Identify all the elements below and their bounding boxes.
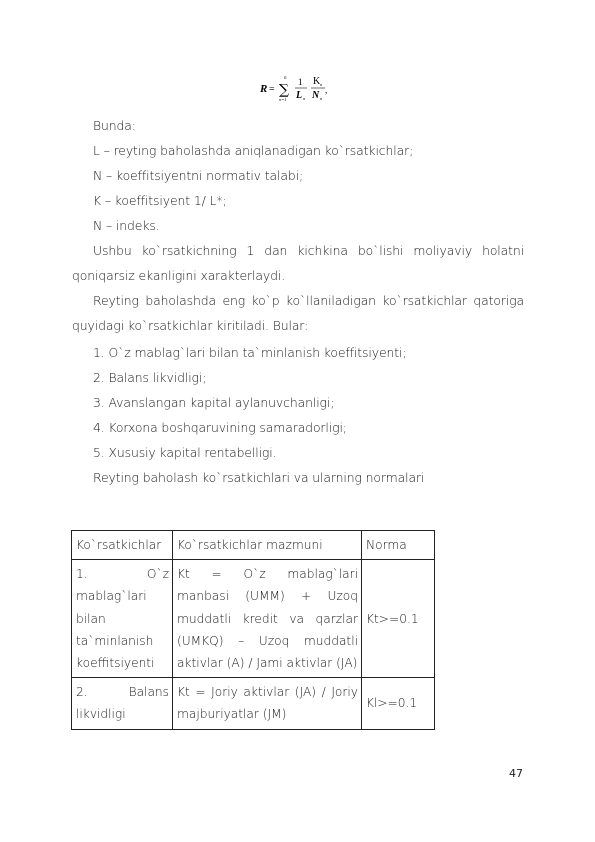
paragraph-2-line-1: Reyting baholashda eng ko`p ko`llaniladigan ko`rsatkichlar qatoriga: [93, 293, 524, 308]
definition-n-index: N – indeks.: [93, 218, 160, 233]
table-intro: Reyting baholash ko`rsatkichlari va ularning normalari: [93, 470, 425, 485]
paragraph-1-line-2: qoniqarsiz ekanligini xarakterlaydi.: [72, 268, 286, 283]
table-row: [72, 678, 435, 729]
row-2-content: Kt = Joriy aktivlar (JA) / Joriy majburiyatlar (JM): [173, 678, 362, 729]
definition-k: K – koeffitsiyent 1/ L*;: [93, 193, 227, 208]
row-1-norm: Kt>=0.1: [362, 560, 435, 678]
row-2-norm: Kl>=0.1: [362, 678, 435, 729]
formula-den2: N: [312, 90, 320, 101]
paragraph-1-line-1: Ushbu ko`rsatkichning 1 dan kichkina bo`lishi moliyaviy holatni: [93, 243, 524, 258]
row-1-content: Kt = O`z mablag`lari manbasi (UMM) + Uzoq muddatli kredit va qarzlar (UMKQ) – Uzoq muddatli aktivlar (A) / Jami aktivlar (JA): [173, 560, 362, 678]
formula-den2-sub: n: [320, 96, 323, 101]
formula-sum-top: n: [284, 76, 287, 81]
paragraph-2-line-2: quyidagi ko`rsatkichlar kiritiladi. Bular:: [72, 318, 309, 333]
formula-num2-sub: n: [320, 82, 323, 87]
header-cell-norm: Norma: [362, 531, 435, 560]
formula-lhs: R: [260, 83, 268, 95]
definition-l: L – reyting baholashda aniqlanadigan ko`rsatkichlar;: [93, 143, 414, 158]
ratings-table: [71, 530, 435, 730]
definition-n-normative: N – koeffitsiyentni normativ talabi;: [93, 168, 304, 183]
formula-num2: K: [313, 76, 321, 87]
row-1-name: 1. O`z mablag`lari bilan ta`minlanish koeffitsiyenti: [72, 560, 173, 678]
list-item-1: 1. O`z mablag`lari bilan ta`minlanish koeffitsiyenti;: [93, 345, 407, 360]
formula-den1-sub: n: [303, 96, 306, 101]
rating-formula: [258, 70, 338, 110]
formula-graphic: [258, 70, 338, 110]
list-item-4: 4. Korxona boshqaruvining samaradorligi;: [93, 420, 347, 435]
formula-den1: L: [296, 90, 303, 101]
sigma-icon: ∑: [279, 82, 289, 98]
table-row: [72, 560, 435, 678]
bunda-label: Bunda:: [93, 118, 136, 133]
list-item-2: 2. Balans likvidligi;: [93, 370, 207, 385]
page-number: 47: [509, 767, 523, 780]
header-cell-content: Ko`rsatkichlar mazmuni: [173, 531, 362, 560]
formula-equals: =: [269, 84, 275, 95]
header-cell-indicator: Ko`rsatkichlar: [72, 531, 173, 560]
list-item-3: 3. Avanslangan kapital aylanuvchanligi;: [93, 395, 335, 410]
list-item-5: 5. Xususiy kapital rentabelligi.: [93, 445, 277, 460]
formula-sum-bottom: n=1: [279, 97, 287, 102]
table-header-row: [72, 531, 435, 560]
formula-num1: 1: [298, 77, 303, 87]
row-2-name: 2. Balans likvidligi: [72, 678, 173, 729]
formula-trail: ,: [325, 85, 328, 95]
